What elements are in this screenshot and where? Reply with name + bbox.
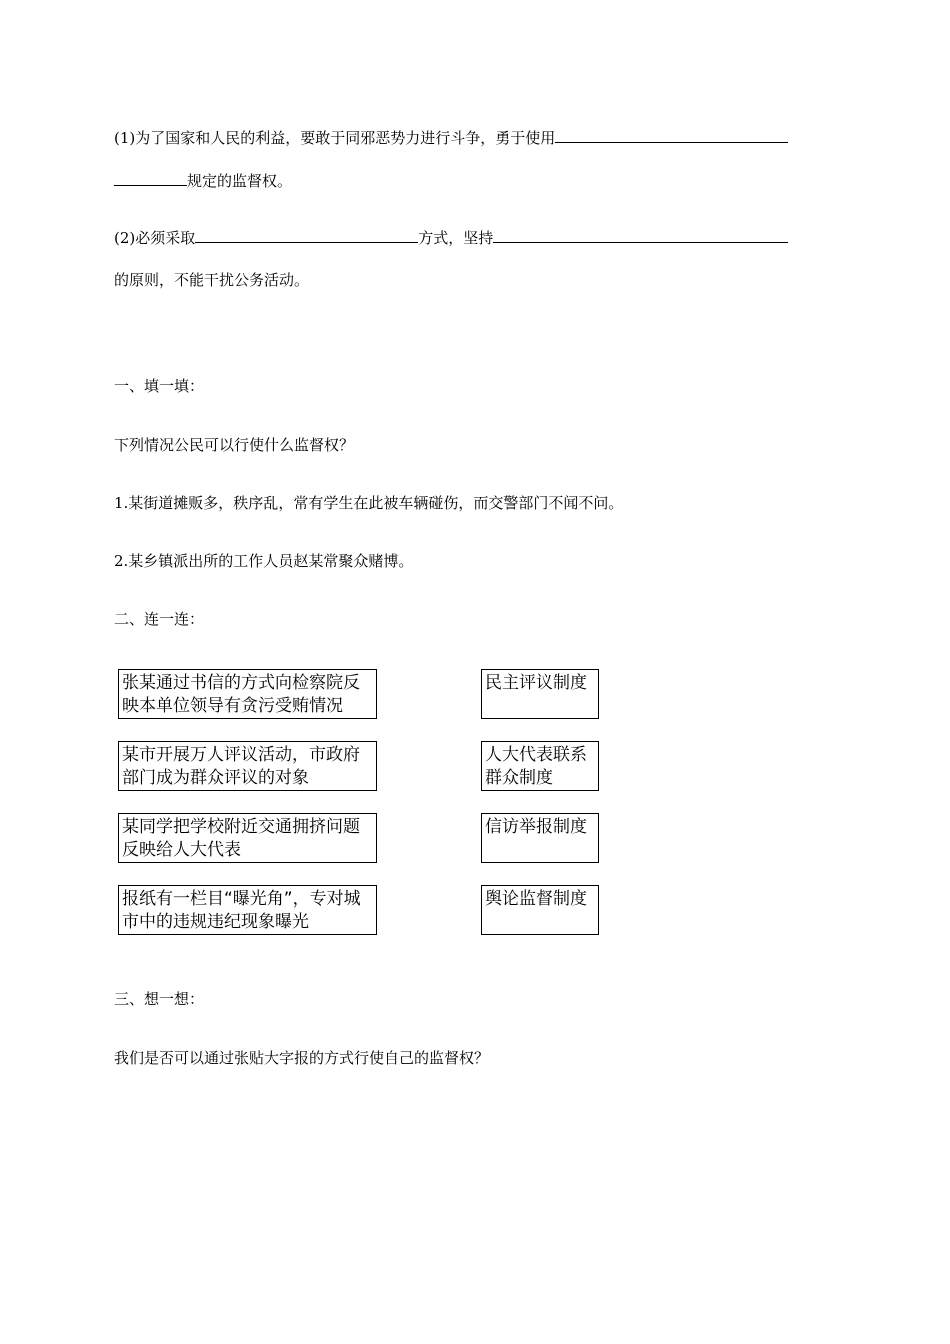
match-right-box-2[interactable]: 人大代表联系群众制度: [481, 741, 599, 791]
match-left-box-4[interactable]: 报纸有一栏目“曝光角”，专对城市中的违规违纪现象曝光: [118, 885, 377, 935]
match-right-box-3[interactable]: 信访举报制度: [481, 813, 599, 863]
q1-suffix: 规定的监督权。: [187, 172, 293, 190]
q1-blank-1[interactable]: [555, 128, 788, 143]
q2-suffix: 的原则，不能干扰公务活动。: [114, 271, 310, 289]
section1-item-2: 2.某乡镇派出所的工作人员赵某常聚众赌博。: [114, 552, 414, 570]
match-left-box-1[interactable]: 张某通过书信的方式向检察院反映本单位领导有贪污受贿情况: [118, 669, 377, 719]
q2-middle: 方式，坚持: [418, 229, 494, 247]
match-right-box-1[interactable]: 民主评议制度: [481, 669, 599, 719]
q1-blank-2[interactable]: [114, 171, 187, 186]
q2-blank-1[interactable]: [195, 228, 418, 243]
section3-title: 三、想一想：: [114, 990, 205, 1008]
q2-prefix: (2)必须采取: [114, 229, 196, 247]
section1-title: 一、填一填：: [114, 377, 205, 395]
match-left-box-2[interactable]: 某市开展万人评议活动，市政府部门成为群众评议的对象: [118, 741, 377, 791]
section1-item-1: 1.某街道摊贩多，秩序乱，常有学生在此被车辆碰伤，而交警部门不闻不问。: [114, 494, 624, 512]
section3-question: 我们是否可以通过张贴大字报的方式行使自己的监督权？: [114, 1049, 490, 1067]
section2-title: 二、连一连：: [114, 610, 205, 628]
match-right-box-4[interactable]: 舆论监督制度: [481, 885, 599, 935]
match-left-box-3[interactable]: 某同学把学校附近交通拥挤问题反映给人大代表: [118, 813, 377, 863]
section1-question: 下列情况公民可以行使什么监督权？: [114, 436, 355, 454]
q1-prefix: (1)为了国家和人民的利益，要敢于同邪恶势力进行斗争，勇于使用: [114, 129, 556, 147]
q2-blank-2[interactable]: [493, 228, 788, 243]
